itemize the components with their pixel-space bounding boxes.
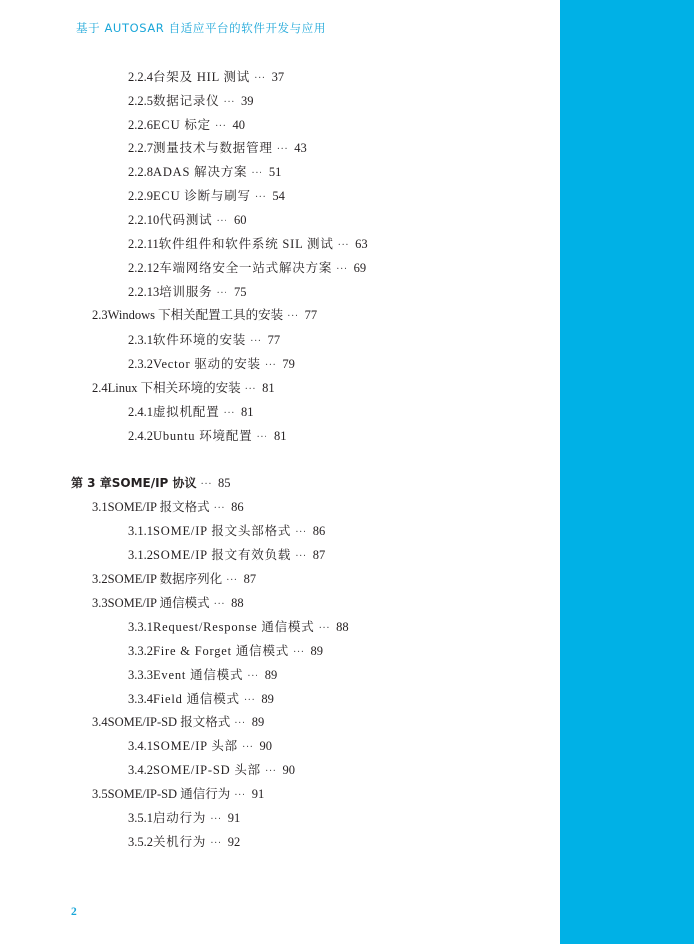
toc-entry-title: 虚拟机配置 [153,405,220,419]
dot-leader [295,527,305,538]
toc-entry-number: 2.2.10 [128,213,160,227]
toc-entry-title: 关机行为 [153,835,207,849]
toc-entry-page: 85 [218,476,231,490]
toc-entry-number: 2.2.9 [128,189,153,203]
toc-entry-number: 3.1 [92,500,108,514]
toc-entry-page: 77 [304,308,318,322]
toc-entry-title: ADAS 解决方案 [153,165,248,179]
dot-leader [210,838,220,849]
dot-leader [293,647,303,658]
blue-side-band [560,0,694,944]
toc-entry-page: 75 [233,285,247,299]
toc-entry-number: 2.3 [92,308,108,322]
toc-entry-page: 81 [273,429,287,443]
toc-entry-page: 79 [282,357,295,371]
dot-leader [216,288,226,299]
toc-entry-page: 90 [259,739,272,753]
dot-leader [247,671,257,682]
toc-entry-title: 软件环境的安装 [153,333,247,347]
toc-entry-title: 数据记录仪 [153,94,220,108]
dot-leader [226,575,236,586]
toc-entry-number: 2.2.13 [128,285,160,299]
toc-entry-page: 77 [267,333,281,347]
toc-entry-page: 69 [353,261,367,275]
dot-leader [254,73,264,84]
toc-entry-number: 3.2 [92,572,108,586]
toc-entry-page: 89 [251,715,265,729]
toc-entry-page: 37 [271,70,285,84]
toc-entry-title: 台架及 HIL 测试 [153,70,251,84]
dot-leader [265,360,275,371]
toc-entry-number: 3.1.1 [128,524,153,538]
toc-entry-title: Ubuntu 环境配置 [153,429,253,443]
toc-entry-page: 87 [312,548,326,562]
toc-entry-number: 3.5.2 [128,835,153,849]
toc-entry-page: 60 [233,213,247,227]
toc-entry-page: 91 [227,811,241,825]
toc-entry-number: 2.4 [92,381,108,395]
toc-entry-title: ECU 标定 [153,118,211,132]
dot-leader [265,766,275,777]
toc-entry-title: SOME/IP-SD 头部 [153,763,261,777]
toc-entry-page: 91 [251,787,265,801]
toc-entry-number: 3.3.4 [128,692,153,706]
toc-entry-number: 2.2.8 [128,165,153,179]
dot-leader [224,97,234,108]
toc-entry-number: 2.2.11 [128,237,159,251]
toc-entry-number: 2.2.5 [128,94,153,108]
toc-entry-number: 3.1.2 [128,548,153,562]
dot-leader [214,503,224,514]
toc-entry-title: SOME/IP 通信模式 [107,596,210,610]
toc-entry-title: SOME/IP 报文头部格式 [153,524,292,538]
toc-entry-page: 51 [268,165,282,179]
dot-leader [245,384,255,395]
toc-entry-number: 2.2.12 [128,261,160,275]
toc-entry-title: SOME/IP 协议 [111,476,197,490]
toc-entry-title: 启动行为 [153,811,207,825]
toc-entry-number: 2.3.2 [128,357,153,371]
toc-entry-title: ECU 诊断与刷写 [153,189,251,203]
toc-entry-title: Field 通信模式 [153,692,240,706]
dot-leader [201,479,211,490]
toc-entry-title: Linux 下相关环境的安装 [107,381,241,395]
toc-entry-title: SOME/IP 报文格式 [107,500,210,514]
toc-entry-page: 40 [232,118,245,132]
dot-leader [234,790,244,801]
toc-entry-number: 3.3.2 [128,644,153,658]
toc-entry-title: 培训服务 [159,285,213,299]
toc-entry-title: SOME/IP 头部 [153,739,238,753]
toc-entry-page: 39 [241,94,254,108]
toc-entry-page: 88 [231,596,244,610]
dot-leader [338,240,348,251]
toc-entry-title: 软件组件和软件系统 SIL 测试 [158,237,334,251]
toc-entry-title: Fire & Forget 通信模式 [153,644,290,658]
dot-leader [210,814,220,825]
dot-leader [234,718,244,729]
toc-entry-number: 3.5.1 [128,811,153,825]
toc-entry-page: 89 [264,668,278,682]
toc-entry-page: 89 [261,692,274,706]
running-header: 基于 AUTOSAR 自适应平台的软件开发与应用 [76,21,326,35]
toc-entry-page: 81 [241,405,254,419]
toc-entry-number: 2.3.1 [128,333,153,347]
toc-entry-title: SOME/IP-SD 通信行为 [107,787,231,801]
toc-entry-title: 测量技术与数据管理 [153,141,273,155]
dot-leader [216,216,226,227]
dot-leader [287,311,297,322]
toc-entry-number: 2.4.1 [128,405,153,419]
toc-entry-page: 87 [243,572,257,586]
toc-entry-page: 89 [310,644,324,658]
toc-entry-number: 3.3.1 [128,620,153,634]
toc-entry-number: 2.2.6 [128,118,153,132]
toc-entry-page: 86 [312,524,326,538]
toc-entry-title: Windows 下相关配置工具的安装 [107,308,284,322]
dot-leader [295,551,305,562]
toc-entry-title: Event 通信模式 [153,668,244,682]
toc-entry-number: 3.4 [92,715,108,729]
toc-entry-number: 第 3 章 [71,476,112,490]
toc-entry-page: 92 [227,835,241,849]
dot-leader [256,432,266,443]
toc-entry-number: 3.3 [92,596,108,610]
toc-entry-page: 63 [355,237,368,251]
toc-entry-number: 2.2.7 [128,141,153,155]
dot-leader [250,336,260,347]
dot-leader [251,168,261,179]
toc-entry-title: Vector 驱动的安装 [153,357,261,371]
toc-entry-title: 车端网络安全一站式解决方案 [159,261,333,275]
dot-leader [319,623,329,634]
toc-entry-number: 3.4.1 [128,739,153,753]
dot-leader [214,599,224,610]
toc-entry-page: 90 [282,763,295,777]
toc-entry-page: 54 [272,189,285,203]
dot-leader [224,408,234,419]
toc-entry-page: 86 [231,500,244,514]
toc-entry-number: 2.2.4 [128,70,153,84]
toc-entry-number: 3.5 [92,787,108,801]
dot-leader [242,742,252,753]
toc-entry-title: Request/Response 通信模式 [153,620,315,634]
dot-leader [277,144,287,155]
toc-entry-page: 81 [262,381,275,395]
toc-entry-page: 88 [336,620,349,634]
toc-entry-title: SOME/IP 数据序列化 [107,572,223,586]
toc-entry-title: 代码测试 [159,213,213,227]
dot-leader [215,121,225,132]
toc-entry-title: SOME/IP 报文有效负载 [153,548,292,562]
toc-entry-title: SOME/IP-SD 报文格式 [107,715,231,729]
toc-entry-number: 3.3.3 [128,668,153,682]
dot-leader [244,695,254,706]
toc-entry-number: 3.4.2 [128,763,153,777]
dot-leader [336,264,346,275]
dot-leader [255,192,265,203]
toc-entry-number: 2.4.2 [128,429,153,443]
page-number: 2 [71,906,77,918]
toc-entry-page: 43 [294,141,307,155]
